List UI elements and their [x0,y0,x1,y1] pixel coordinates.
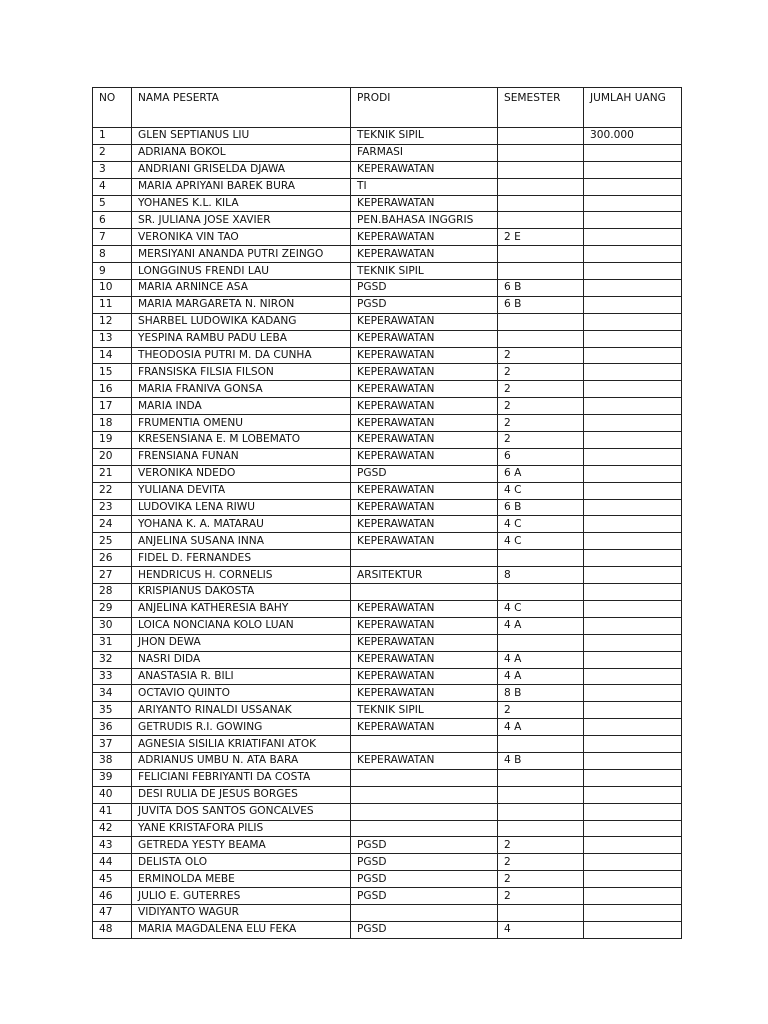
cell-prodi: KEPERAWATAN [351,415,498,432]
cell-nama-peserta: MARIA MARGARETA N. NIRON [132,296,351,313]
cell-no: 10 [93,280,132,297]
cell-semester: 4 A [498,651,584,668]
cell-nama-peserta: LOICA NONCIANA KOLO LUAN [132,617,351,634]
cell-jumlah-uang [584,921,682,938]
table-row [93,651,682,668]
cell-semester: 6 B [498,499,584,516]
cell-no: 2 [93,144,132,161]
cell-nama-peserta: ADRIANUS UMBU N. ATA BARA [132,752,351,769]
cell-nama-peserta: FRUMENTIA OMENU [132,415,351,432]
cell-semester: 4 A [498,617,584,634]
cell-no: 31 [93,634,132,651]
cell-prodi: TEKNIK SIPIL [351,128,498,145]
cell-prodi: KEPERAWATAN [351,313,498,330]
cell-jumlah-uang [584,820,682,837]
cell-semester: 4 C [498,516,584,533]
table-row [93,364,682,381]
cell-semester: 8 [498,567,584,584]
cell-semester [498,904,584,921]
cell-jumlah-uang [584,719,682,736]
cell-prodi [351,803,498,820]
cell-semester: 2 [498,854,584,871]
table-row [93,195,682,212]
cell-no: 41 [93,803,132,820]
table-row [93,904,682,921]
cell-nama-peserta: ADRIANA BOKOL [132,144,351,161]
cell-jumlah-uang [584,415,682,432]
cell-nama-peserta: MARIA MAGDALENA ELU FEKA [132,921,351,938]
cell-jumlah-uang [584,364,682,381]
cell-jumlah-uang [584,263,682,280]
cell-no: 26 [93,550,132,567]
cell-semester: 2 [498,415,584,432]
table-row [93,803,682,820]
cell-prodi: KEPERAWATAN [351,719,498,736]
cell-jumlah-uang [584,736,682,753]
cell-semester [498,313,584,330]
cell-jumlah-uang [584,499,682,516]
cell-prodi [351,584,498,601]
cell-no: 35 [93,702,132,719]
cell-no: 44 [93,854,132,871]
cell-semester: 2 E [498,229,584,246]
cell-jumlah-uang [584,803,682,820]
table-row [93,482,682,499]
cell-jumlah-uang [584,651,682,668]
cell-semester: 2 [498,871,584,888]
cell-no: 40 [93,786,132,803]
cell-jumlah-uang [584,161,682,178]
cell-prodi [351,904,498,921]
table-row [93,212,682,229]
cell-no: 43 [93,837,132,854]
table-row [93,533,682,550]
header-row [93,88,682,128]
cell-prodi: KEPERAWATAN [351,668,498,685]
cell-nama-peserta: YOHANES K.L. KILA [132,195,351,212]
cell-semester [498,786,584,803]
cell-no: 19 [93,432,132,449]
cell-jumlah-uang [584,871,682,888]
participant-table [92,87,682,939]
cell-prodi: KEPERAWATAN [351,516,498,533]
header-jumlah-uang: JUMLAH UANG [584,88,682,128]
cell-prodi: PEN.BAHASA INGGRIS [351,212,498,229]
cell-semester: 4 [498,921,584,938]
cell-nama-peserta: YOHANA K. A. MATARAU [132,516,351,533]
cell-no: 5 [93,195,132,212]
table-row [93,702,682,719]
table-row [93,347,682,364]
cell-no: 27 [93,567,132,584]
table-row [93,820,682,837]
table-row [93,161,682,178]
cell-no: 38 [93,752,132,769]
cell-prodi: KEPERAWATAN [351,246,498,263]
table-row [93,550,682,567]
cell-no: 22 [93,482,132,499]
table-row [93,752,682,769]
cell-nama-peserta: AGNESIA SISILIA KRIATIFANI ATOK [132,736,351,753]
table-row [93,634,682,651]
table-row [93,854,682,871]
cell-no: 9 [93,263,132,280]
table-row [93,229,682,246]
table-row [93,921,682,938]
cell-prodi: KEPERAWATAN [351,381,498,398]
table-row [93,888,682,905]
cell-jumlah-uang [584,313,682,330]
cell-nama-peserta: DESI RULIA DE JESUS BORGES [132,786,351,803]
header-nama-peserta: NAMA PESERTA [132,88,351,128]
cell-jumlah-uang: 300.000 [584,128,682,145]
cell-prodi [351,550,498,567]
cell-semester [498,195,584,212]
cell-nama-peserta: SR. JULIANA JOSE XAVIER [132,212,351,229]
cell-semester [498,246,584,263]
cell-no: 45 [93,871,132,888]
cell-nama-peserta: FELICIANI FEBRIYANTI DA COSTA [132,769,351,786]
cell-semester [498,736,584,753]
cell-jumlah-uang [584,398,682,415]
cell-prodi: KEPERAWATAN [351,651,498,668]
cell-no: 8 [93,246,132,263]
cell-nama-peserta: MARIA FRANIVA GONSA [132,381,351,398]
cell-jumlah-uang [584,668,682,685]
cell-nama-peserta: DELISTA OLO [132,854,351,871]
table-row [93,685,682,702]
cell-no: 16 [93,381,132,398]
table-row [93,128,682,145]
table-row [93,178,682,195]
header-prodi: PRODI [351,88,498,128]
cell-prodi: KEPERAWATAN [351,364,498,381]
cell-prodi: KEPERAWATAN [351,685,498,702]
cell-nama-peserta: HENDRICUS H. CORNELIS [132,567,351,584]
table-row [93,516,682,533]
cell-nama-peserta: YANE KRISTAFORA PILIS [132,820,351,837]
cell-semester [498,144,584,161]
cell-jumlah-uang [584,212,682,229]
cell-no: 3 [93,161,132,178]
cell-semester: 2 [498,364,584,381]
cell-nama-peserta: YULIANA DEVITA [132,482,351,499]
cell-jumlah-uang [584,837,682,854]
cell-jumlah-uang [584,178,682,195]
cell-jumlah-uang [584,685,682,702]
cell-semester [498,161,584,178]
cell-semester: 6 B [498,296,584,313]
cell-nama-peserta: GETRUDIS R.I. GOWING [132,719,351,736]
cell-prodi: TEKNIK SIPIL [351,263,498,280]
table-row [93,246,682,263]
cell-no: 47 [93,904,132,921]
cell-no: 28 [93,584,132,601]
cell-no: 14 [93,347,132,364]
cell-nama-peserta: ANJELINA SUSANA INNA [132,533,351,550]
cell-jumlah-uang [584,347,682,364]
cell-no: 13 [93,330,132,347]
header-no: NO [93,88,132,128]
cell-no: 1 [93,128,132,145]
cell-nama-peserta: VERONIKA VIN TAO [132,229,351,246]
cell-prodi: PGSD [351,465,498,482]
cell-semester [498,820,584,837]
table-row [93,381,682,398]
cell-prodi: FARMASI [351,144,498,161]
table-row [93,600,682,617]
cell-jumlah-uang [584,600,682,617]
cell-jumlah-uang [584,769,682,786]
cell-prodi [351,786,498,803]
cell-prodi: TI [351,178,498,195]
table-row [93,584,682,601]
cell-no: 15 [93,364,132,381]
cell-nama-peserta: VIDIYANTO WAGUR [132,904,351,921]
cell-jumlah-uang [584,752,682,769]
cell-prodi: KEPERAWATAN [351,617,498,634]
cell-prodi: KEPERAWATAN [351,161,498,178]
cell-prodi [351,769,498,786]
cell-semester: 4 A [498,668,584,685]
cell-prodi: PGSD [351,871,498,888]
cell-nama-peserta: JULIO E. GUTERRES [132,888,351,905]
cell-no: 30 [93,617,132,634]
table-row [93,837,682,854]
cell-jumlah-uang [584,533,682,550]
cell-nama-peserta: GETREDA YESTY BEAMA [132,837,351,854]
table-row [93,144,682,161]
cell-jumlah-uang [584,296,682,313]
cell-jumlah-uang [584,617,682,634]
cell-nama-peserta: FRENSIANA FUNAN [132,448,351,465]
cell-no: 29 [93,600,132,617]
cell-jumlah-uang [584,280,682,297]
cell-prodi: KEPERAWATAN [351,229,498,246]
cell-prodi: PGSD [351,837,498,854]
cell-no: 20 [93,448,132,465]
cell-prodi: KEPERAWATAN [351,195,498,212]
cell-no: 46 [93,888,132,905]
cell-prodi: PGSD [351,854,498,871]
table-row [93,465,682,482]
cell-no: 11 [93,296,132,313]
table-row [93,280,682,297]
cell-nama-peserta: FIDEL D. FERNANDES [132,550,351,567]
cell-jumlah-uang [584,448,682,465]
cell-nama-peserta: VERONIKA NDEDO [132,465,351,482]
cell-no: 24 [93,516,132,533]
cell-no: 42 [93,820,132,837]
cell-no: 7 [93,229,132,246]
header-semester: SEMESTER [498,88,584,128]
cell-prodi [351,820,498,837]
cell-jumlah-uang [584,330,682,347]
table-row [93,313,682,330]
cell-semester: 4 B [498,752,584,769]
cell-semester [498,803,584,820]
cell-semester [498,550,584,567]
table-row [93,296,682,313]
cell-no: 37 [93,736,132,753]
cell-prodi: ARSITEKTUR [351,567,498,584]
cell-semester: 4 C [498,533,584,550]
cell-semester [498,634,584,651]
table-row [93,432,682,449]
cell-prodi: KEPERAWATAN [351,634,498,651]
cell-semester: 2 [498,837,584,854]
cell-prodi: KEPERAWATAN [351,347,498,364]
cell-no: 6 [93,212,132,229]
cell-semester [498,178,584,195]
table-row [93,330,682,347]
cell-no: 18 [93,415,132,432]
cell-prodi: PGSD [351,921,498,938]
cell-nama-peserta: ERMINOLDA MEBE [132,871,351,888]
cell-nama-peserta: MARIA INDA [132,398,351,415]
cell-prodi: KEPERAWATAN [351,448,498,465]
cell-prodi: KEPERAWATAN [351,330,498,347]
cell-semester: 2 [498,888,584,905]
table-row [93,499,682,516]
cell-nama-peserta: THEODOSIA PUTRI M. DA CUNHA [132,347,351,364]
table-row [93,617,682,634]
table-row [93,398,682,415]
cell-prodi: KEPERAWATAN [351,432,498,449]
cell-semester: 4 A [498,719,584,736]
cell-prodi: KEPERAWATAN [351,482,498,499]
cell-nama-peserta: ARIYANTO RINALDI USSANAK [132,702,351,719]
cell-no: 34 [93,685,132,702]
cell-no: 17 [93,398,132,415]
table-row [93,668,682,685]
cell-jumlah-uang [584,584,682,601]
table-row [93,786,682,803]
cell-nama-peserta: ANDRIANI GRISELDA DJAWA [132,161,351,178]
cell-nama-peserta: ANJELINA KATHERESIA BAHY [132,600,351,617]
cell-nama-peserta: NASRI DIDA [132,651,351,668]
cell-no: 33 [93,668,132,685]
cell-prodi: KEPERAWATAN [351,499,498,516]
cell-no: 23 [93,499,132,516]
cell-nama-peserta: MERSIYANI ANANDA PUTRI ZEINGO [132,246,351,263]
cell-semester [498,330,584,347]
cell-no: 12 [93,313,132,330]
table-row [93,415,682,432]
cell-nama-peserta: JHON DEWA [132,634,351,651]
cell-jumlah-uang [584,786,682,803]
cell-nama-peserta: FRANSISKA FILSIA FILSON [132,364,351,381]
cell-jumlah-uang [584,381,682,398]
cell-prodi: KEPERAWATAN [351,752,498,769]
table-row [93,567,682,584]
cell-jumlah-uang [584,195,682,212]
cell-prodi: PGSD [351,296,498,313]
cell-jumlah-uang [584,144,682,161]
cell-no: 21 [93,465,132,482]
table-header [93,88,682,128]
cell-semester [498,263,584,280]
cell-no: 32 [93,651,132,668]
cell-no: 25 [93,533,132,550]
cell-jumlah-uang [584,888,682,905]
cell-nama-peserta: JUVITA DOS SANTOS GONCALVES [132,803,351,820]
cell-nama-peserta: ANASTASIA R. BILI [132,668,351,685]
cell-jumlah-uang [584,229,682,246]
cell-semester: 2 [498,432,584,449]
cell-semester: 4 C [498,482,584,499]
cell-semester: 2 [498,702,584,719]
cell-jumlah-uang [584,465,682,482]
table-row [93,719,682,736]
cell-semester: 6 [498,448,584,465]
cell-jumlah-uang [584,432,682,449]
cell-no: 48 [93,921,132,938]
cell-prodi [351,736,498,753]
cell-jumlah-uang [584,516,682,533]
cell-semester: 4 C [498,600,584,617]
cell-nama-peserta: GLEN SEPTIANUS LIU [132,128,351,145]
table-row [93,448,682,465]
cell-nama-peserta: MARIA ARNINCE ASA [132,280,351,297]
table-row [93,736,682,753]
cell-nama-peserta: LUDOVIKA LENA RIWU [132,499,351,516]
cell-semester [498,128,584,145]
cell-semester [498,212,584,229]
cell-prodi: PGSD [351,280,498,297]
cell-jumlah-uang [584,482,682,499]
cell-semester [498,584,584,601]
table-row [93,769,682,786]
cell-jumlah-uang [584,904,682,921]
cell-semester: 8 B [498,685,584,702]
cell-semester: 2 [498,381,584,398]
cell-semester: 6 A [498,465,584,482]
cell-jumlah-uang [584,702,682,719]
cell-nama-peserta: YESPINA RAMBU PADU LEBA [132,330,351,347]
cell-no: 39 [93,769,132,786]
cell-jumlah-uang [584,246,682,263]
cell-jumlah-uang [584,567,682,584]
cell-nama-peserta: KRESENSIANA E. M LOBEMATO [132,432,351,449]
cell-jumlah-uang [584,634,682,651]
cell-nama-peserta: SHARBEL LUDOWIKA KADANG [132,313,351,330]
cell-prodi: KEPERAWATAN [351,600,498,617]
cell-nama-peserta: MARIA APRIYANI BAREK BURA [132,178,351,195]
cell-nama-peserta: KRISPIANUS DAKOSTA [132,584,351,601]
cell-no: 36 [93,719,132,736]
table-body [93,128,682,939]
cell-semester [498,769,584,786]
cell-semester: 2 [498,398,584,415]
table-row [93,263,682,280]
cell-nama-peserta: LONGGINUS FRENDI LAU [132,263,351,280]
cell-prodi: KEPERAWATAN [351,533,498,550]
table-row [93,871,682,888]
cell-semester: 6 B [498,280,584,297]
cell-semester: 2 [498,347,584,364]
cell-prodi: TEKNIK SIPIL [351,702,498,719]
cell-prodi: PGSD [351,888,498,905]
cell-nama-peserta: OCTAVIO QUINTO [132,685,351,702]
cell-jumlah-uang [584,854,682,871]
cell-jumlah-uang [584,550,682,567]
cell-no: 4 [93,178,132,195]
cell-prodi: KEPERAWATAN [351,398,498,415]
